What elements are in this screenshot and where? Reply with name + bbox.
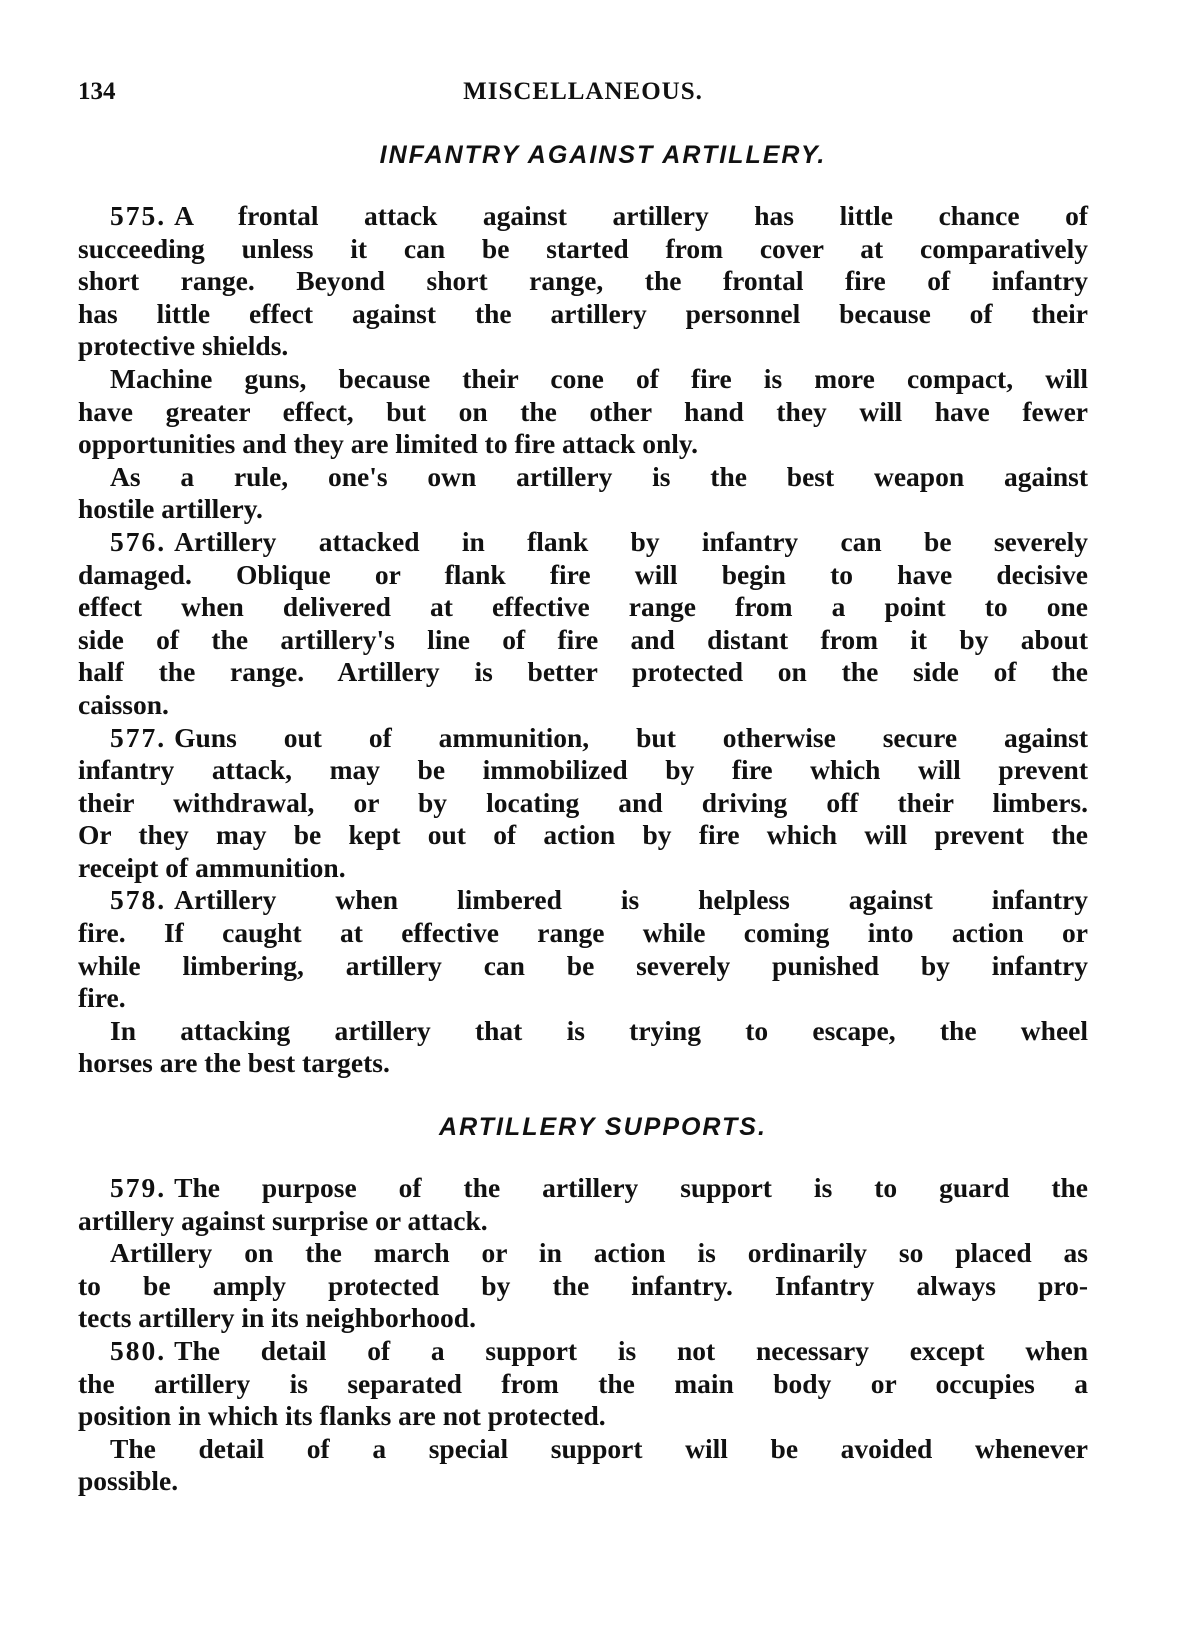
line-text: horses are the best targets. xyxy=(78,1047,390,1079)
line-text: half the range. Artillery is better protected on the side of the xyxy=(78,656,1088,688)
paragraph xyxy=(78,200,1088,363)
text-line xyxy=(78,493,1088,526)
paragraph xyxy=(78,1335,1088,1433)
text-line xyxy=(78,1335,1088,1368)
line-text: have greater effect, but on the other hand they will have fewer xyxy=(78,395,1088,427)
line-text: receipt of ammunition. xyxy=(78,851,346,883)
paragraph xyxy=(78,1433,1088,1498)
text-line xyxy=(78,852,1088,885)
text-line xyxy=(78,950,1088,983)
text-line xyxy=(78,1302,1088,1335)
line-text: side of the artillery's line of fire and distant from it by about xyxy=(78,623,1088,655)
line-text: short range. Beyond short range, the frontal fire of infantry xyxy=(78,265,1088,297)
text-line xyxy=(78,200,1088,233)
line-text: In attacking artillery that is trying to escape, the wheel xyxy=(110,1014,1088,1046)
text-line xyxy=(78,1047,1088,1080)
line-text: A frontal attack against artillery has little chance of xyxy=(174,200,1088,231)
text-line xyxy=(78,461,1088,494)
text-line xyxy=(78,591,1088,624)
line-text: Machine guns, because their cone of fire is more compact, will xyxy=(110,362,1088,394)
page-number: 134 xyxy=(78,78,116,105)
page-body xyxy=(78,138,1088,1498)
text-line xyxy=(78,689,1088,722)
line-text: position in which its flanks are not protected. xyxy=(78,1400,606,1432)
paragraph xyxy=(78,722,1088,885)
line-text: has little effect against the artillery personnel because of their xyxy=(78,297,1088,329)
paragraph xyxy=(78,1237,1088,1335)
running-title: MISCELLANEOUS. xyxy=(463,78,703,105)
text-line xyxy=(78,1205,1088,1238)
line-text: damaged. Oblique or flank fire will begin to have decisive xyxy=(78,558,1088,590)
section xyxy=(78,1110,1088,1498)
line-text: As a rule, one's own artillery is the best weapon against xyxy=(110,460,1088,492)
page-header xyxy=(78,78,1088,112)
paragraph xyxy=(78,526,1088,722)
line-text: opportunities and they are limited to fire attack only. xyxy=(78,428,699,460)
paragraph-number: 580. xyxy=(110,1335,167,1366)
paragraph-number: 576. xyxy=(110,525,167,557)
text-line xyxy=(78,1015,1088,1048)
text-line xyxy=(78,265,1088,298)
text-line xyxy=(78,526,1088,559)
line-text: The detail of a support is not necessary except when xyxy=(174,1335,1088,1366)
paragraph-number: 577. xyxy=(110,721,167,753)
line-text: fire. If caught at effective range while coming into action or xyxy=(78,917,1088,949)
text-line xyxy=(78,330,1088,363)
line-text: possible. xyxy=(78,1465,179,1497)
text-line xyxy=(78,917,1088,950)
line-text: hostile artillery. xyxy=(78,493,263,525)
line-text: the artillery is separated from the main body or occupies a xyxy=(78,1367,1088,1399)
line-text: their withdrawal, or by locating and driving off their limbers. xyxy=(78,786,1088,818)
text-line xyxy=(78,754,1088,787)
text-line xyxy=(78,363,1088,396)
text-line xyxy=(78,396,1088,429)
line-text: Artillery on the march or in action is ordinarily so placed as xyxy=(110,1237,1088,1269)
line-text: protective shields. xyxy=(78,330,289,362)
line-text: Or they may be kept out of action by fire which will prevent the xyxy=(78,819,1088,851)
line-text: Artillery attacked in flank by infantry can be severely xyxy=(174,525,1088,557)
line-text: tects artillery in its neighborhood. xyxy=(78,1302,476,1334)
section-title: INFANTRY AGAINST ARTILLERY. xyxy=(379,141,827,169)
text-line xyxy=(78,1400,1088,1433)
paragraph-number: 579. xyxy=(110,1172,167,1204)
text-line xyxy=(78,1465,1088,1498)
line-text: while limbering, artillery can be severely punished by infantry xyxy=(78,949,1088,981)
paragraph xyxy=(78,363,1088,461)
line-text: The detail of a special support will be avoided whenever xyxy=(110,1432,1088,1464)
text-line xyxy=(78,884,1088,917)
text-line xyxy=(78,1237,1088,1270)
line-text: artillery against surprise or attack. xyxy=(78,1204,488,1236)
paragraph xyxy=(78,461,1088,526)
text-line xyxy=(78,722,1088,755)
text-line xyxy=(78,1368,1088,1401)
line-text: to be amply protected by the infantry. Infantry always pro- xyxy=(78,1269,1088,1301)
text-line xyxy=(78,656,1088,689)
text-line xyxy=(78,787,1088,820)
paragraph xyxy=(78,1172,1088,1237)
text-line xyxy=(78,1433,1088,1466)
line-text: Guns out of ammunition, but otherwise secure against xyxy=(174,721,1088,753)
line-text: succeeding unless it can be started from cover at comparatively xyxy=(78,232,1088,264)
section xyxy=(78,138,1088,1080)
line-text: effect when delivered at effective range from a point to one xyxy=(78,591,1088,623)
section-title: ARTILLERY SUPPORTS. xyxy=(439,1113,767,1142)
text-line xyxy=(78,624,1088,657)
text-line xyxy=(78,559,1088,592)
paragraph-number: 578. xyxy=(110,884,167,916)
text-line xyxy=(78,1172,1088,1205)
paragraph xyxy=(78,1015,1088,1080)
text-line xyxy=(78,428,1088,461)
paragraph-number: 575. xyxy=(110,200,167,231)
text-line xyxy=(78,233,1088,266)
paragraph xyxy=(78,884,1088,1014)
line-text: fire. xyxy=(78,982,126,1014)
text-line xyxy=(78,298,1088,331)
line-text: infantry attack, may be immobilized by fire which will prevent xyxy=(78,754,1088,786)
line-text: The purpose of the artillery support is to guard the xyxy=(174,1172,1088,1204)
text-line xyxy=(78,1270,1088,1303)
line-text: Artillery when limbered is helpless against infantry xyxy=(174,884,1088,916)
text-line xyxy=(78,819,1088,852)
text-line xyxy=(78,982,1088,1015)
line-text: caisson. xyxy=(78,688,169,720)
